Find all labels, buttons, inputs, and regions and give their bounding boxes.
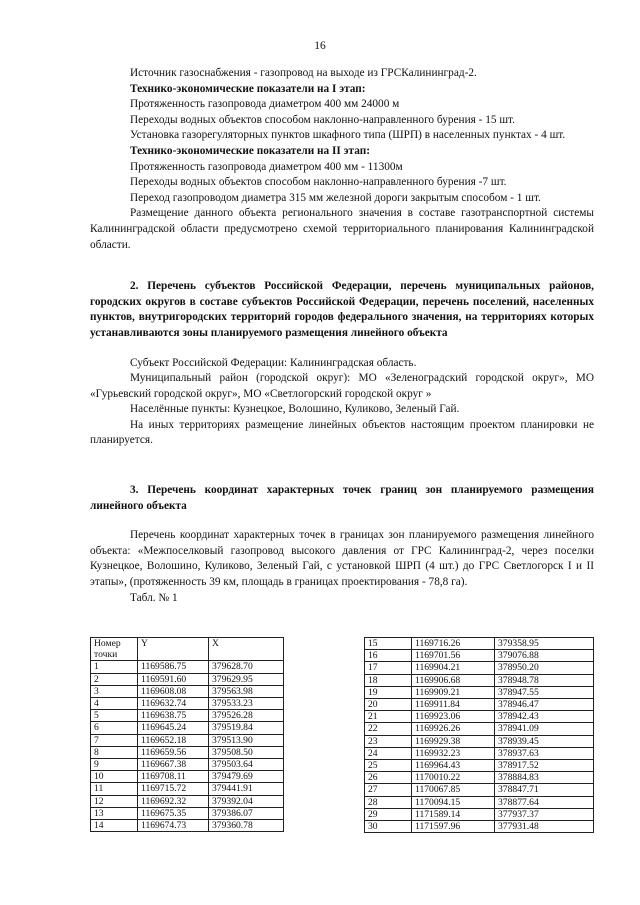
- stage2-length: Протяженность газопровода диаметром 400 мм - 11300м: [130, 160, 403, 173]
- table-cell: 379563.98: [209, 685, 284, 697]
- table-cell: 5: [91, 710, 138, 722]
- table-cell: 378950.20: [495, 662, 594, 674]
- table-cell: 21: [365, 711, 412, 723]
- page-number: 16: [314, 40, 326, 52]
- table-row: [91, 673, 284, 685]
- table-row: [91, 734, 284, 746]
- table-cell: 18: [365, 674, 412, 686]
- stage1-crossings: Переходы водных объектов способом наклонно-направленного бурения - 15 шт.: [130, 113, 515, 126]
- table-cell: 1169926.26: [412, 723, 495, 735]
- table-cell: 1170094.15: [412, 796, 495, 808]
- table-row: [91, 661, 284, 673]
- table-row: [365, 784, 594, 796]
- table-cell: 9: [91, 759, 138, 771]
- stage2-railway: Переход газопроводом диаметра 315 мм железной дороги закрытым способом - 1 шт.: [130, 191, 541, 204]
- coordinates-table-right: [364, 637, 594, 833]
- table-row: [365, 735, 594, 747]
- table-cell: 1169904.21: [412, 662, 495, 674]
- table-cell: 378939.45: [495, 735, 594, 747]
- table-row: [91, 759, 284, 771]
- table-cell: 6: [91, 722, 138, 734]
- table-cell: 1169906.68: [412, 674, 495, 686]
- municipal-line: Муниципальный район (городской округ): МО «Зеленоградский городской округ», МО «Гурьевский городской округ», МО «Светлогорский городской округ »: [90, 372, 594, 400]
- table-cell: 379629.95: [209, 673, 284, 685]
- table-row: [91, 771, 284, 783]
- table-row: [91, 746, 284, 758]
- table-row: [91, 807, 284, 819]
- table-cell: 26: [365, 772, 412, 784]
- table-cell: 4: [91, 698, 138, 710]
- table-cell: 1: [91, 661, 138, 673]
- table-row: [365, 747, 594, 759]
- table-cell: 2: [91, 673, 138, 685]
- table-cell: 19: [365, 686, 412, 698]
- table-cell: 379076.88: [495, 650, 594, 662]
- placement-paragraph: Размещение данного объекта регионального значения в составе газотранспортной системы Калининградской области предусмотрено схемой территориального планирования Калининградской области.: [90, 207, 594, 251]
- table-cell: 27: [365, 784, 412, 796]
- table-cell: 1169701.56: [412, 650, 495, 662]
- table-cell: 15: [365, 638, 412, 650]
- table-header-cell: Номер точки: [91, 638, 138, 661]
- table-cell: 378917.52: [495, 760, 594, 772]
- table-cell: 378947.55: [495, 686, 594, 698]
- table-cell: 28: [365, 796, 412, 808]
- table-cell: 378948.78: [495, 674, 594, 686]
- table-cell: 379519.84: [209, 722, 284, 734]
- table-row: [365, 772, 594, 784]
- table-cell: 378884.83: [495, 772, 594, 784]
- table-cell: 378937.63: [495, 747, 594, 759]
- table-cell: 378847.71: [495, 784, 594, 796]
- table-row: [91, 820, 284, 832]
- stage1-shrp: Установка газорегуляторных пунктов шкафного типа (ШРП) в населенных пунктах - 4 шт.: [130, 129, 566, 142]
- stage2-heading: Технико-экономические показатели на II этап:: [130, 144, 370, 157]
- table-cell: 1169667.38: [138, 759, 209, 771]
- table-cell: 23: [365, 735, 412, 747]
- table-row: [365, 711, 594, 723]
- table-cell: 1169692.32: [138, 795, 209, 807]
- settlements-line: Населённые пункты: Кузнецкое, Волошино, Куликово, Зеленый Гай.: [130, 403, 460, 416]
- table-row: [365, 699, 594, 711]
- table-cell: 17: [365, 662, 412, 674]
- table-cell: 1169716.26: [412, 638, 495, 650]
- table-cell: 379513.90: [209, 734, 284, 746]
- table-row: [365, 674, 594, 686]
- coordinates-table-left: [90, 637, 284, 832]
- table-cell: 16: [365, 650, 412, 662]
- table-cell: 14: [91, 820, 138, 832]
- table-cell: 378941.09: [495, 723, 594, 735]
- table-cell: 379508.50: [209, 746, 284, 758]
- table-header-cell: X: [209, 638, 284, 661]
- stage1-heading: Технико-экономические показатели на I этап:: [130, 82, 366, 95]
- table-cell: 1171589.14: [412, 808, 495, 820]
- table-row: [365, 760, 594, 772]
- table-row: [365, 796, 594, 808]
- other-territories-line: На иных территориях размещение линейных объектов настоящим проектом планировки не планируется.: [90, 418, 594, 447]
- table-header-cell: Y: [138, 638, 209, 661]
- table-cell: 25: [365, 760, 412, 772]
- table-cell: 1169932.23: [412, 747, 495, 759]
- table-cell: 379360.78: [209, 820, 284, 832]
- gas-source-line: Источник газоснабжения - газопровод на выходе из ГРСКалининград-2.: [130, 67, 477, 79]
- table-cell: 1169964.43: [412, 760, 495, 772]
- table-cell: 29: [365, 808, 412, 820]
- table-cell: 1171597.96: [412, 821, 495, 833]
- section2-heading: 2. Перечень субъектов Российской Федерации, перечень муниципальных районов, городских округов в составе субъектов Российской Федерации, перечень поселений, населенных пунктов, внутригородских территорий городов федерального значения, на территориях которых устанавливаются зоны планируемого размещения линейного объекта: [90, 280, 594, 339]
- table-row: [91, 698, 284, 710]
- table-cell: 379503.64: [209, 759, 284, 771]
- table-row: [91, 710, 284, 722]
- table-cell: 7: [91, 734, 138, 746]
- table-cell: 1169586.75: [138, 661, 209, 673]
- table-caption: Табл. № 1: [130, 591, 178, 604]
- table-cell: 378877.64: [495, 796, 594, 808]
- table-cell: 1169909.21: [412, 686, 495, 698]
- table-row: [365, 821, 594, 833]
- table-cell: 379441.91: [209, 783, 284, 795]
- table-cell: 379386.07: [209, 807, 284, 819]
- table-cell: 378946.47: [495, 699, 594, 711]
- page-content: [90, 66, 594, 606]
- table-cell: 1169645.24: [138, 722, 209, 734]
- table-cell: 379526.28: [209, 710, 284, 722]
- table-cell: 1169652.18: [138, 734, 209, 746]
- table-cell: 24: [365, 747, 412, 759]
- table-row: [365, 662, 594, 674]
- table-header-row: [91, 638, 284, 661]
- table-row: [365, 686, 594, 698]
- table-cell: 1169638.75: [138, 710, 209, 722]
- table-cell: 379392.04: [209, 795, 284, 807]
- table-cell: 378942.43: [495, 711, 594, 723]
- table-row: [365, 638, 594, 650]
- table-cell: 8: [91, 746, 138, 758]
- table-cell: 20: [365, 699, 412, 711]
- table-row: [91, 685, 284, 697]
- table-row: [91, 783, 284, 795]
- table-cell: 1169708.11: [138, 771, 209, 783]
- table-cell: 1169715.72: [138, 783, 209, 795]
- table-cell: 1169674.73: [138, 820, 209, 832]
- table-cell: 1169591.60: [138, 673, 209, 685]
- table-cell: 1169675.35: [138, 807, 209, 819]
- table-row: [365, 723, 594, 735]
- table-row: [365, 650, 594, 662]
- table-row: [365, 808, 594, 820]
- table-cell: 1169608.08: [138, 685, 209, 697]
- stage1-length: Протяженность газопровода диаметром 400 мм 24000 м: [130, 98, 400, 111]
- table-cell: 1169659.56: [138, 746, 209, 758]
- section3-heading: 3. Перечень координат характерных точек границ зон планируемого размещения линейного объекта: [90, 484, 594, 512]
- table-cell: 10: [91, 771, 138, 783]
- subject-line: Субъект Российской Федерации: Калининградская область.: [130, 356, 417, 369]
- table-cell: 1170010.22: [412, 772, 495, 784]
- table-cell: 1169929.38: [412, 735, 495, 747]
- table-cell: 379358.95: [495, 638, 594, 650]
- table-cell: 379479.69: [209, 771, 284, 783]
- table-cell: 377937.37: [495, 808, 594, 820]
- table-cell: 11: [91, 783, 138, 795]
- table-cell: 1169923.06: [412, 711, 495, 723]
- table-cell: 3: [91, 685, 138, 697]
- table-cell: 12: [91, 795, 138, 807]
- stage2-crossings: Переходы водных объектов способом наклонно-направленного бурения -7 шт.: [130, 176, 507, 189]
- table-cell: 377931.48: [495, 821, 594, 833]
- table-row: [91, 795, 284, 807]
- section3-paragraph: Перечень координат характерных точек в границах зон планируемого размещения линейного объекта: «Межпоселковый газопровод высокого давления от ГРС Калининград-2, через поселки Кузнецкое, Волошино, Куликово, Зеленый Гай, с установкой ШРП (4 шт.) до ГРС Светлогорск I и II этапы», (протяженность 39 км, площадь в границах проектирования - 78,8 га).: [90, 529, 594, 589]
- table-cell: 22: [365, 723, 412, 735]
- table-row: [91, 722, 284, 734]
- table-cell: 1169632.74: [138, 698, 209, 710]
- table-cell: 30: [365, 821, 412, 833]
- table-cell: 13: [91, 807, 138, 819]
- table-cell: 1170067.85: [412, 784, 495, 796]
- table-cell: 1169911.84: [412, 699, 495, 711]
- table-cell: 379628.70: [209, 661, 284, 673]
- table-cell: 379533.23: [209, 698, 284, 710]
